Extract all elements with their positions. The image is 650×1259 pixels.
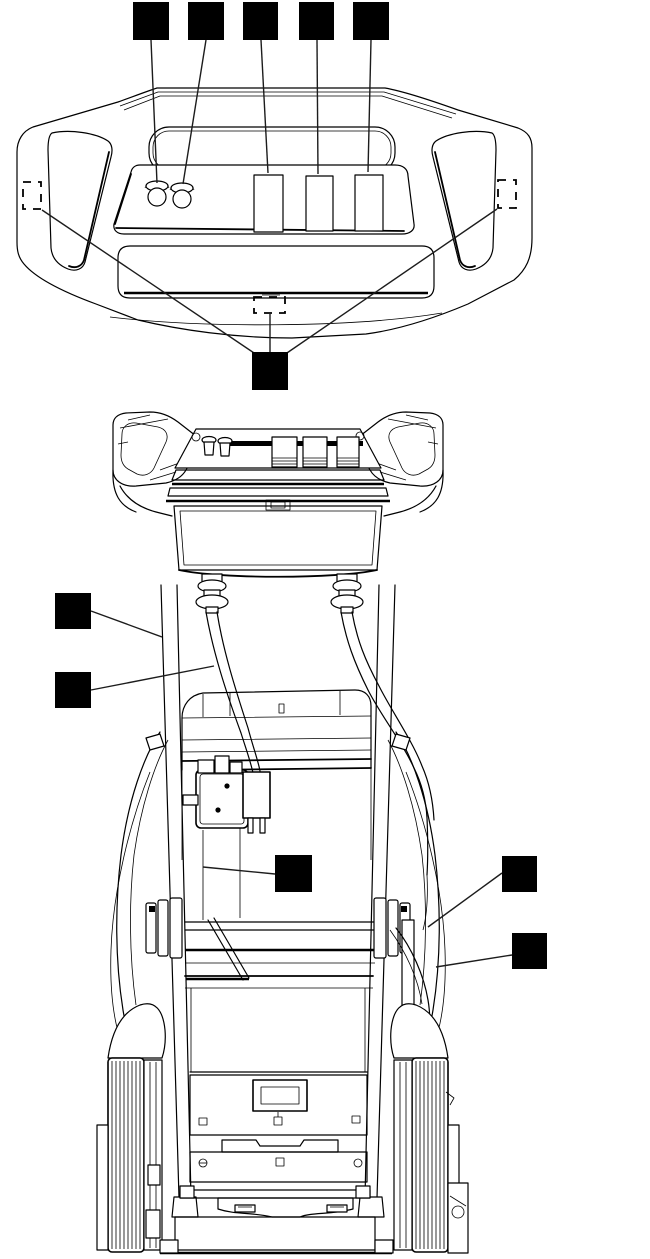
left-wheel <box>97 1058 162 1252</box>
callout-frame-center-leader-1 <box>203 867 275 874</box>
left-hub <box>146 898 182 958</box>
right-grip-shadow <box>435 152 475 267</box>
rear-switch-3 <box>337 437 359 467</box>
left-fender <box>108 1004 165 1058</box>
rear-panels <box>190 988 367 1182</box>
left-grip-shadow <box>69 152 109 267</box>
screw-row-2 <box>199 1158 362 1167</box>
callout-switch-2 <box>299 2 334 40</box>
console-outline-accent2 <box>124 96 452 118</box>
callout-switch-1 <box>243 2 278 40</box>
base-bumper <box>160 1186 393 1253</box>
rocker-switch-1 <box>254 175 283 232</box>
callout-switch-3 <box>353 2 389 40</box>
left-cable-grommet <box>196 574 228 613</box>
plug-prong-left <box>248 818 253 833</box>
center-nameplate <box>253 1080 307 1111</box>
callout-layer <box>23 2 547 969</box>
lower-bar <box>118 246 434 298</box>
callout-left-knob <box>133 2 169 40</box>
callout-left-cable-leader-1 <box>91 666 214 690</box>
right-grip-cutout <box>432 131 496 270</box>
rear-switch-1 <box>272 437 297 467</box>
console-top-view <box>17 88 532 338</box>
callout-switch-1-leader-1 <box>261 40 268 173</box>
rocker-switch-2 <box>306 176 333 231</box>
callout-right-lever <box>512 933 547 969</box>
label-position-console-right <box>498 180 516 208</box>
label-position-console-left <box>23 182 41 209</box>
rear-console-stack <box>166 470 390 577</box>
cord-bracket <box>183 756 248 828</box>
callout-right-knob-leader-1 <box>183 40 206 184</box>
notch-strip <box>222 1140 338 1152</box>
callout-right-lever-leader-1 <box>436 955 512 967</box>
right-wheel <box>394 1058 468 1253</box>
screw-row-1 <box>199 1112 360 1125</box>
plug-prong-right <box>260 818 265 833</box>
callout-handle-tube <box>55 593 91 629</box>
rocker-switch-3 <box>355 175 383 231</box>
callout-switch-3-leader-1 <box>368 40 371 172</box>
rear-switch-2 <box>303 437 327 467</box>
machine-rear-view <box>97 412 468 1253</box>
right-fender <box>391 1004 448 1058</box>
callout-right-axle <box>502 856 537 892</box>
callout-switch-2-leader-1 <box>317 40 318 174</box>
right-cable-grommet <box>331 574 363 613</box>
label-position-console-center <box>254 297 285 313</box>
left-grip-cutout <box>48 131 112 270</box>
callout-handle-tube-leader-1 <box>91 611 162 637</box>
callout-left-knob-leader-1 <box>151 40 157 183</box>
callout-right-knob <box>188 2 224 40</box>
axle-assembly <box>146 898 430 1031</box>
callout-frame-center <box>275 855 312 892</box>
rear-console-face <box>175 429 381 468</box>
callout-console-label-positions <box>252 352 288 390</box>
callout-left-cable <box>55 672 91 708</box>
